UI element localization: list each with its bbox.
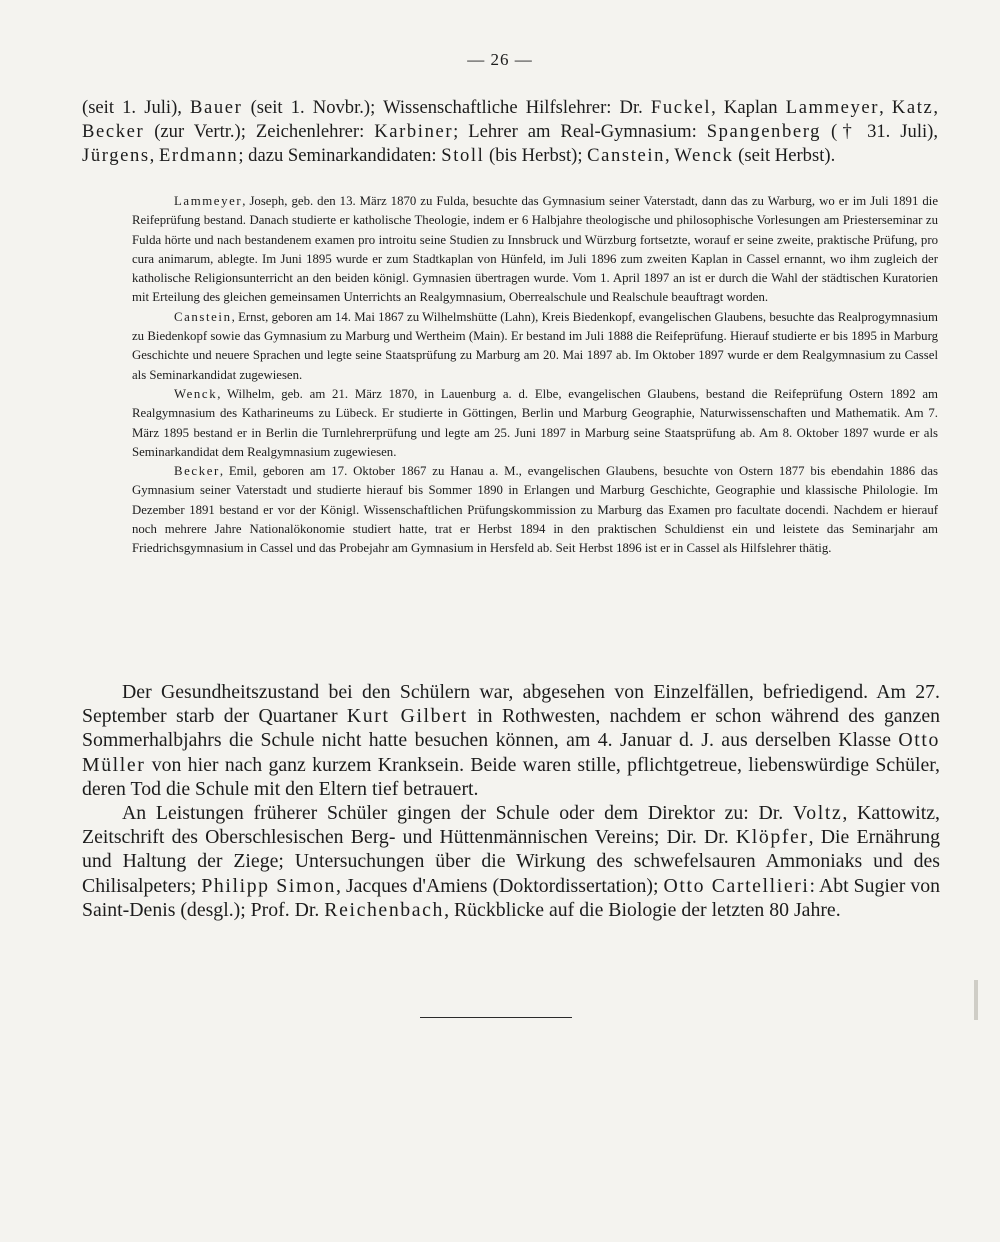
section-divider-rule bbox=[420, 1017, 572, 1018]
health-paragraph: Der Gesundheitszustand bei den Schülern war, abgesehen von Einzelfällen, befriedigend. Am 27. September starb der Quartaner Kurt Gilbert in Rothwesten, nachdem er schon während des ganzen Sommerhalbjahrs die Schule nicht hatte besuchen können, am 4. Januar d. J. aus derselben Klasse Otto Müller von hier nach ganz kurzem Kranksein. Beide waren stille, pflichtgetreue, liebenswürdige Schüler, deren Tod die Schule mit den Eltern tief betrauert. bbox=[82, 681, 940, 800]
biography-wenck: Wenck, Wilhelm, geb. am 21. März 1870, in Lauenburg a. d. Elbe, evangelischen Glaubens, bestand die Reifeprüfung Ostern 1892 am Realgymnasium des Katharineums zu Lübeck. Er studierte in Göttingen, Berlin und Marburg Geographie, Naturwissenschaften und Mathematik. Am 7. März 1895 bestand er in Berlin die Turnlehrerprüfung und legte am 25. Juni 1897 in Marburg seine Staatsprüfung ab. Am 8. Oktober 1897 wurde er als Seminarkandidat dem Realgymnasium zugewiesen. bbox=[132, 386, 938, 459]
biography-lammeyer: Lammeyer, Joseph, geb. den 13. März 1870 zu Fulda, besuchte das Gymnasium seiner Vaterstadt, dann das zu Warburg, wo er im Juli 1891 die Reifeprüfung bestand. Danach studierte er katholische Theologie, indem er 6 Halbjahre theologische und philosophische Vorlesungen am Priesterseminar zu Fulda hörte und nach bestandenem examen pro introitu seine Studien zu Innsbruck und Würzburg fortsetzte, worauf er seine zweite, praktische Prüfung, pro cura animarum, ablegte. Im Juni 1895 wurde er zum Stadtkaplan von Hünfeld, im Juli 1896 zum zweiten Kaplan in Cassel ernannt, wo ihm zugleich der katholische Religionsunterricht an den beiden königl. Gymnasien übertragen wurde. Vom 1. April 1897 an ist er durch die Wahl der städtischen Kuratorien mit Erteilung des gleichen gemeinsamen Unterrichts an Realgymnasium, Oberrealschule und Realschule beauftragt worden. bbox=[132, 194, 938, 305]
scan-edge-mark bbox=[974, 980, 978, 1020]
biography-canstein: Canstein, Ernst, geboren am 14. Mai 1867 zu Wilhelmshütte (Lahn), Kreis Biedenkopf, evangelischen Glaubens, besuchte das Realprogymnasium zu Biedenkopf sowie das Gymnasium zu Marburg und Wertheim (Main). Er bestand im Juli 1888 die Reifeprüfung. Hierauf studierte er bis 1895 in Marburg Geschichte und neuere Sprachen und legte seine Staatsprüfung zu Marburg am 20. Mai 1897 ab. Im Oktober 1897 wurde er dem Realgymnasium zu Cassel als Seminarkandidat zugewiesen. bbox=[132, 309, 938, 382]
biography-becker: Becker, Emil, geboren am 17. Oktober 1867 zu Hanau a. M., evangelischen Glaubens, besuchte von Ostern 1877 bis ebendahin 1886 das Gymnasium seiner Vaterstadt und studierte hierauf bis Sommer 1890 in Erlangen und Marburg Geschichte, Geographie und klassische Philologie. Im Dezember 1891 bestand er vor der Königl. Wissenschaftlichen Prüfungskommission zu Marburg das Examen pro facultate docendi. Nachdem er hierauf noch mehrere Jahre Nationalökonomie studiert hatte, trat er Herbst 1894 in den praktischen Schuldienst ein und leistete das Seminarjahr am Friedrichsgymnasium in Cassel und das Probejahr am Gymnasium in Hersfeld ab. Seit Herbst 1896 ist er in Cassel als Hilfslehrer thätig. bbox=[132, 464, 938, 556]
main-text bbox=[82, 680, 940, 922]
alumni-works-paragraph: An Leistungen früherer Schüler gingen der Schule oder dem Direktor zu: Dr. Voltz, Kattowitz, Zeitschrift des Oberschlesischen Berg- und Hüttenmännischen Vereins; Dir. Dr. Klöpfer, Die Ernährung und Haltung der Ziege; Untersuchungen über die Wirkung des schwefelsauren Ammoniaks und des Chilisalpeters; Philipp Simon, Jacques d'Amiens (Doktordissertation); Otto Cartellieri: Abt Sugier von Saint-Denis (desgl.); Prof. Dr. Reichenbach, Rückblicke auf die Biologie der letzten 80 Jahre. bbox=[82, 802, 941, 921]
teacher-biographies bbox=[132, 192, 938, 559]
staff-list-paragraph: (seit 1. Juli), Bauer (seit 1. Novbr.); Wissenschaftliche Hilfslehrer: Dr. Fuckel, Kaplan Lammeyer, Katz, Becker (zur Vertr.); Zeichenlehrer: Karbiner; Lehrer am Real-Gymnasium: Spangenberg († 31. Juli), Jürgens, Erdmann; dazu Seminarkandidaten: Stoll (bis Herbst); Canstein, Wenck (seit Herbst). bbox=[82, 97, 939, 166]
page-number: — 26 — bbox=[467, 50, 533, 69]
